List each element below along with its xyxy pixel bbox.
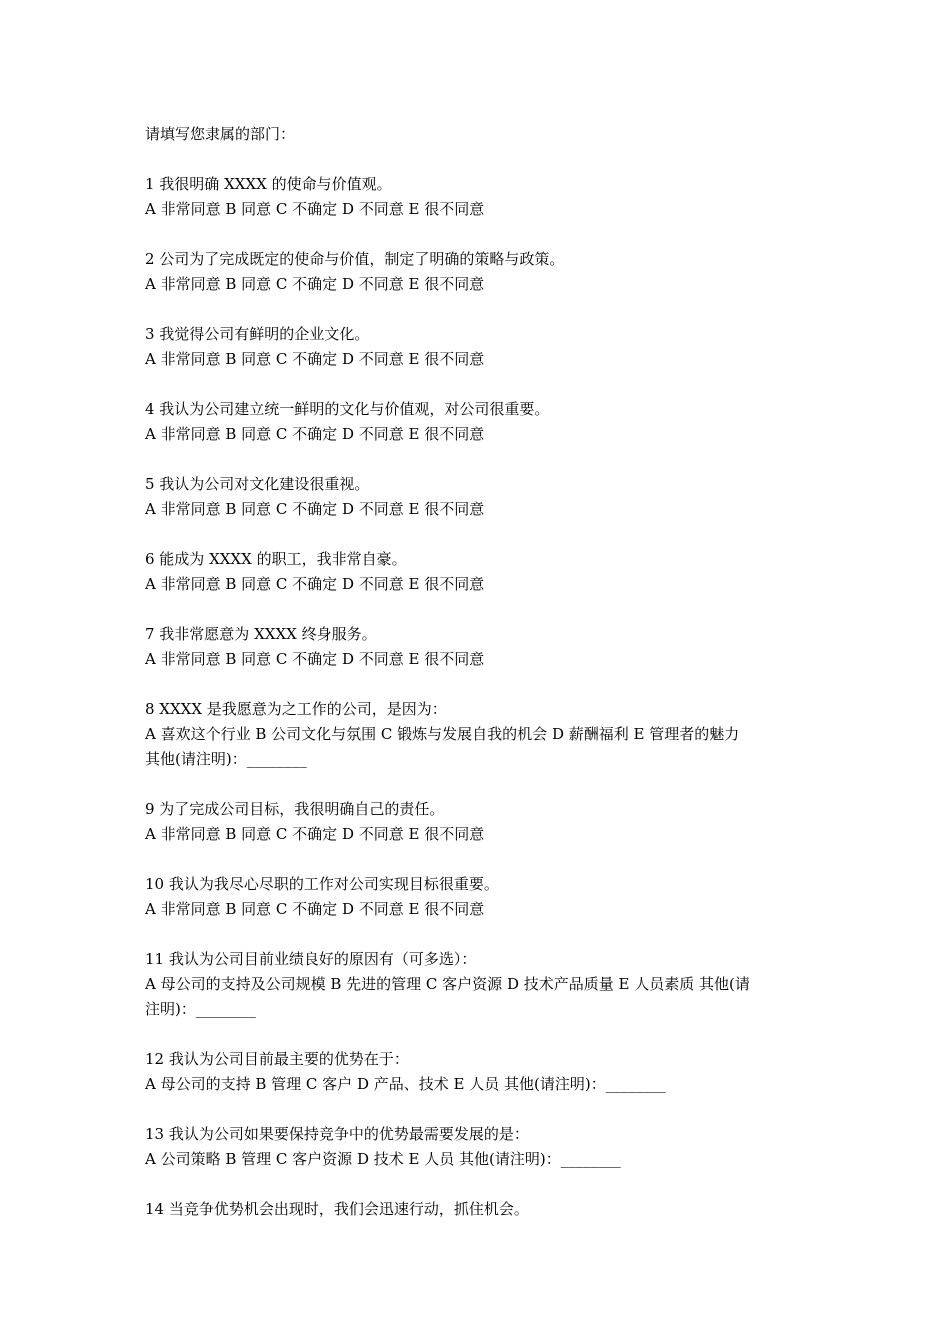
question-9 xyxy=(145,797,815,847)
question-options: A 非常同意 B 同意 C 不确定 D 不同意 E 很不同意 xyxy=(145,650,485,668)
question-options: A 非常同意 B 同意 C 不确定 D 不同意 E 很不同意 xyxy=(145,350,485,368)
question-text: 9 为了完成公司目标，我很明确自己的责任。 xyxy=(145,800,445,818)
question-text: 5 我认为公司对文化建设很重视。 xyxy=(145,475,370,493)
department-prompt: 请填写您隶属的部门： xyxy=(145,125,296,143)
question-options: A 公司策略 B 管理 C 客户资源 D 技术 E 人员 其他(请注明)：________ xyxy=(145,1150,621,1168)
question-1 xyxy=(145,172,815,222)
question-2 xyxy=(145,247,815,297)
question-options: A 非常同意 B 同意 C 不确定 D 不同意 E 很不同意 xyxy=(145,275,485,293)
question-text: 11 我认为公司目前业绩良好的原因有（可多选）： xyxy=(145,950,477,968)
question-text: 3 我觉得公司有鲜明的企业文化。 xyxy=(145,325,370,343)
question-options: A 非常同意 B 同意 C 不确定 D 不同意 E 很不同意 xyxy=(145,500,485,518)
question-12 xyxy=(145,1047,815,1097)
question-8 xyxy=(145,697,815,772)
question-text: 13 我认为公司如果要保持竞争中的优势最需要发展的是： xyxy=(145,1125,529,1143)
question-text: 12 我认为公司目前最主要的优势在于： xyxy=(145,1050,409,1068)
question-6 xyxy=(145,547,815,597)
question-options: A 母公司的支持 B 管理 C 客户 D 产品、技术 E 人员 其他(请注明)：________ xyxy=(145,1075,666,1093)
question-options: A 非常同意 B 同意 C 不确定 D 不同意 E 很不同意 xyxy=(145,425,485,443)
question-10 xyxy=(145,872,815,922)
question-options: A 非常同意 B 同意 C 不确定 D 不同意 E 很不同意 xyxy=(145,575,485,593)
question-text: 6 能成为 XXXX 的职工，我非常自豪。 xyxy=(145,550,407,568)
question-14 xyxy=(145,1197,815,1222)
question-4 xyxy=(145,397,815,447)
question-text: 4 我认为公司建立统一鲜明的文化与价值观，对公司很重要。 xyxy=(145,400,550,418)
question-other-field: 其他(请注明)：________ xyxy=(145,750,307,768)
question-3 xyxy=(145,322,815,372)
question-options: A 母公司的支持及公司规模 B 先进的管理 C 客户资源 D 技术产品质量 E 人员素质 其他(请 xyxy=(145,975,750,993)
question-text: 1 我很明确 XXXX 的使命与价值观。 xyxy=(145,175,392,193)
question-options: A 非常同意 B 同意 C 不确定 D 不同意 E 很不同意 xyxy=(145,825,485,843)
question-7 xyxy=(145,622,815,672)
question-text: 2 公司为了完成既定的使命与价值，制定了明确的策略与政策。 xyxy=(145,250,565,268)
question-options: A 非常同意 B 同意 C 不确定 D 不同意 E 很不同意 xyxy=(145,900,485,918)
question-text: 14 当竞争优势机会出现时，我们会迅速行动，抓住机会。 xyxy=(145,1200,529,1218)
question-text: 10 我认为我尽心尽职的工作对公司实现目标很重要。 xyxy=(145,875,499,893)
question-text: 7 我非常愿意为 XXXX 终身服务。 xyxy=(145,625,377,643)
survey-document xyxy=(145,122,815,1222)
question-options: A 喜欢这个行业 B 公司文化与氛围 C 锻炼与发展自我的机会 D 薪酬福利 E 管理者的魅力 xyxy=(145,725,740,743)
question-13 xyxy=(145,1122,815,1172)
question-5 xyxy=(145,472,815,522)
question-text: 8 XXXX 是我愿意为之工作的公司，是因为： xyxy=(145,700,447,718)
question-11 xyxy=(145,947,815,1022)
question-other-field: 注明)：________ xyxy=(145,1000,256,1018)
question-options: A 非常同意 B 同意 C 不确定 D 不同意 E 很不同意 xyxy=(145,200,485,218)
